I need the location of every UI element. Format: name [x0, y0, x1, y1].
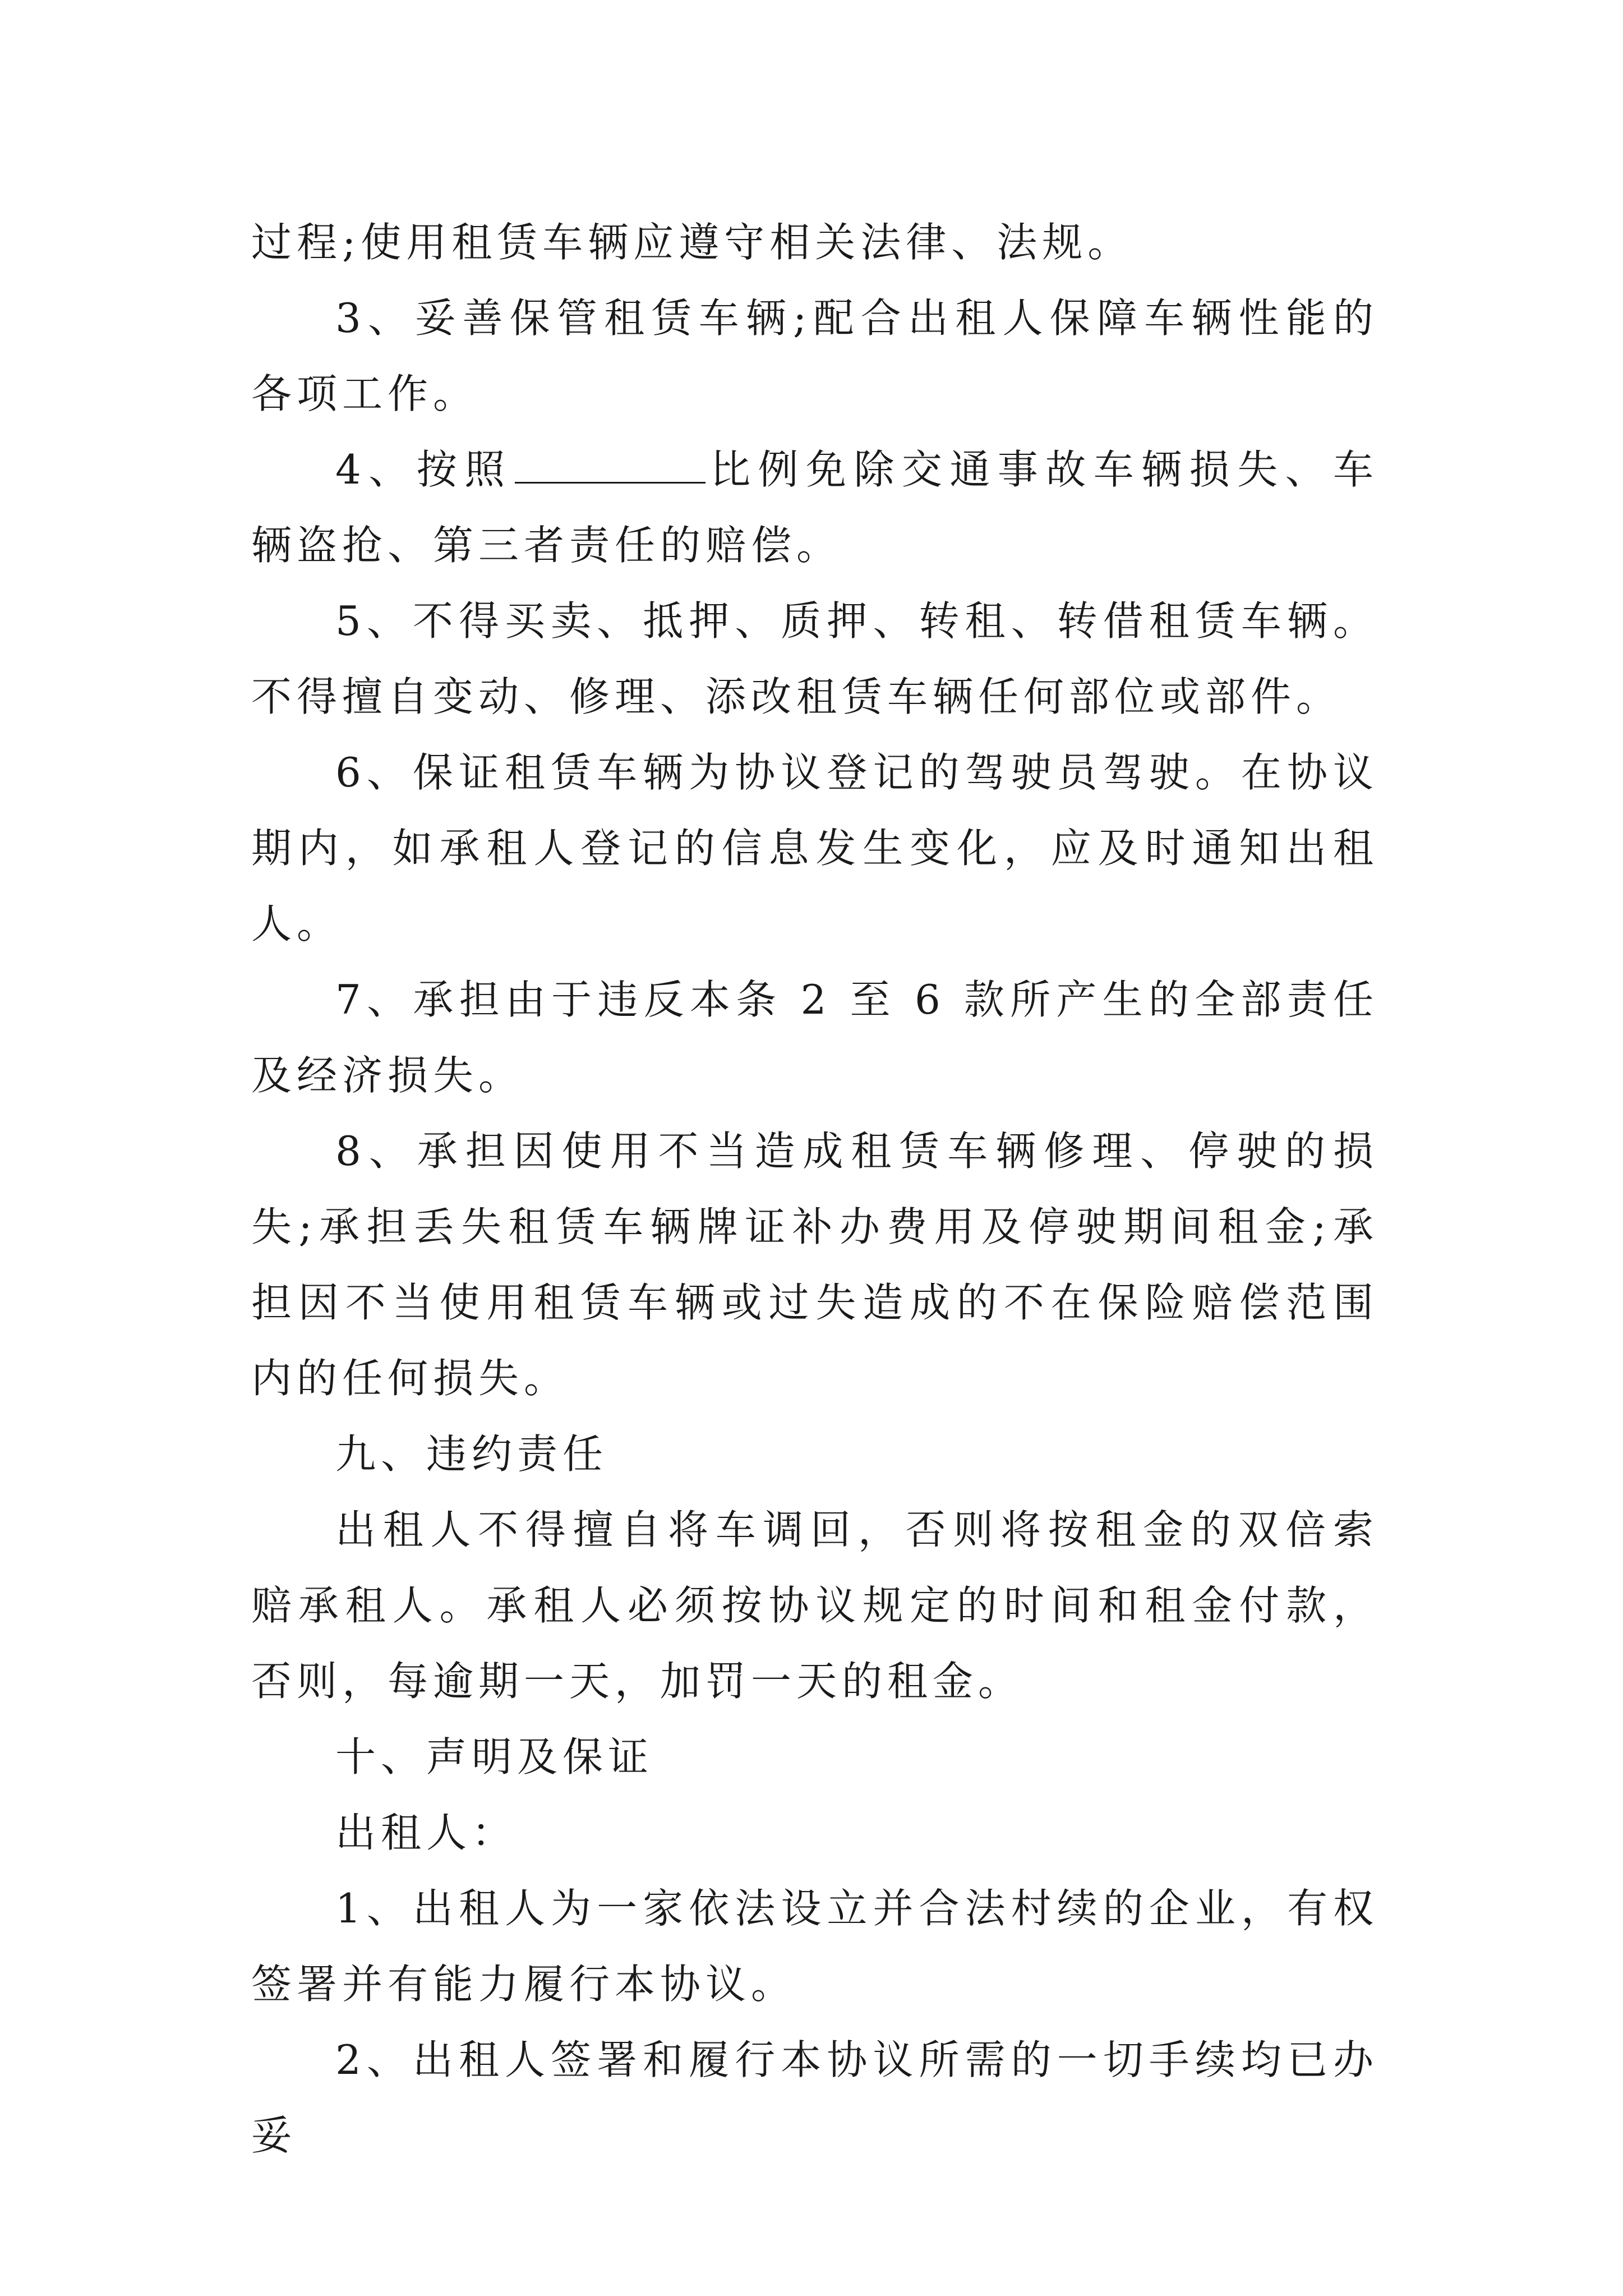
item-4-prefix: 4、按照	[335, 446, 513, 493]
paragraph-item-6: 6、保证租赁车辆为协议登记的驾驶员驾驶。在协议期内，如承租人登记的信息发生变化，应及时通知出租人。	[251, 749, 1378, 947]
paragraph-declaration-1: 1、出租人为一家依法设立并合法村续的企业，有权签署并有能力履行本协议。	[251, 1885, 1378, 2008]
section-heading-declarations: 十、声明及保证	[335, 1733, 654, 1780]
paragraph-item-5: 5、不得买卖、抵押、质押、转租、转借租赁车辆。不得擅自变动、修理、添改租赁车辆任何部位或部件。	[251, 597, 1378, 720]
fill-in-blank	[515, 446, 706, 484]
party-label-lessor: 出租人：	[335, 1809, 518, 1856]
paragraph-item-8: 8、承担因使用不当造成租赁车辆修理、停驶的损失;承担丢失租赁车辆牌证补办费用及停驶期间租金;承担因不当使用租赁车辆或过失造成的不在保险赔偿范围内的任何损失。	[251, 1128, 1378, 1402]
paragraph-item-7: 7、承担由于违反本条 2 至 6 款所产生的全部责任及经济损失。	[251, 976, 1378, 1099]
section-heading-breach: 九、违约责任	[335, 1430, 608, 1478]
paragraph-item-3: 3、妥善保管租赁车辆;配合出租人保障车辆性能的各项工作。	[251, 295, 1378, 417]
paragraph-continuation: 过程;使用租赁车辆应遵守相关法律、法规。	[251, 219, 1133, 266]
paragraph-declaration-2: 2、出租人签署和履行本协议所需的一切手续均已办妥	[251, 2036, 1378, 2159]
document-body	[251, 205, 1378, 2174]
item-4-suffix: 比例免除交通事故车辆损失、车辆盗抢、第三者责任的赔偿。	[251, 446, 1378, 569]
paragraph-breach-terms: 出租人不得擅自将车调回，否则将按租金的双倍索赔承租人。承租人必须按协议规定的时间和租金付款，否则，每逾期一天，加罚一天的租金。	[251, 1506, 1378, 1705]
paragraph-item-4	[251, 432, 1378, 583]
